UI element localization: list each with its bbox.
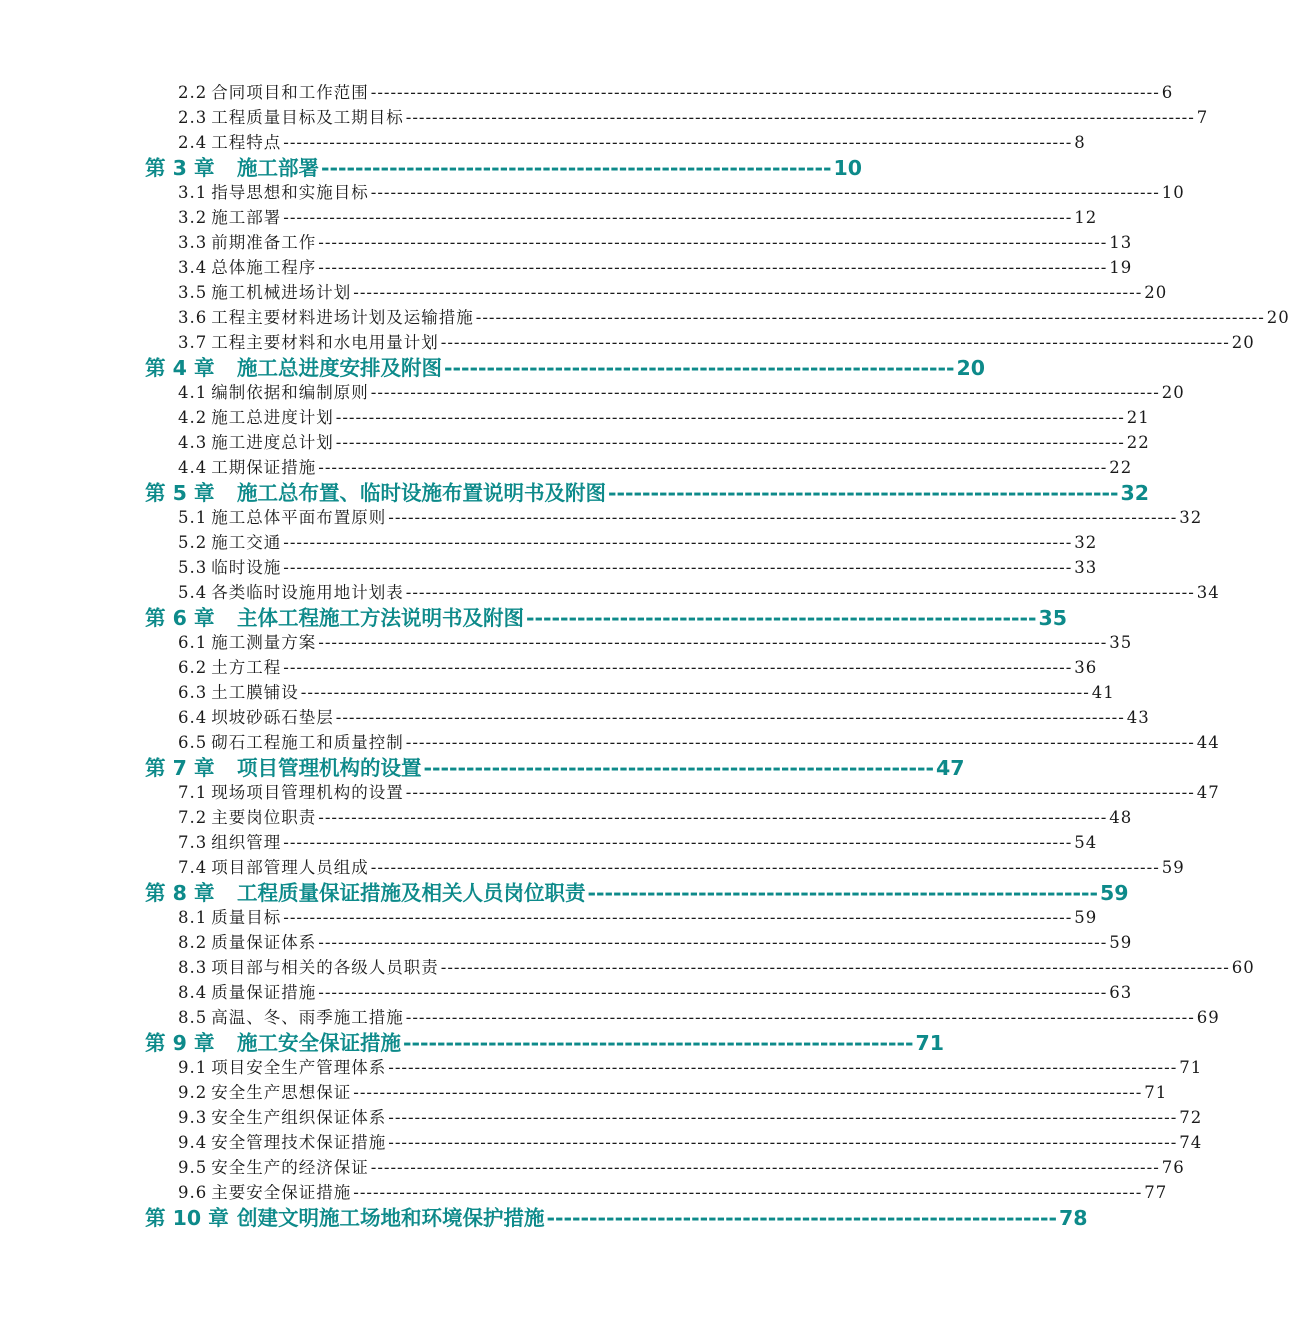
toc-section-entry[interactable]: [0, 529, 1098, 554]
toc-chapter-entry[interactable]: [0, 354, 986, 380]
toc-entry-text: 工程特点: [211, 133, 282, 152]
toc-entry-title: [178, 807, 316, 829]
toc-entry-number: 8.2: [178, 933, 208, 952]
toc-entry-text: 项目部与相关的各级人员职责: [211, 958, 439, 977]
toc-entry-title: [178, 1132, 386, 1154]
toc-page-number: 59: [1161, 858, 1185, 877]
toc-leader-dashes: ------------------------------------------------------------------------------------------------------------------------: [405, 783, 1195, 802]
toc-section-entry[interactable]: [0, 379, 1185, 404]
toc-entry-number: 7.1: [178, 783, 208, 802]
toc-section-entry[interactable]: [0, 1129, 1203, 1154]
toc-entry-title: [178, 107, 404, 129]
toc-page-number: 59: [1074, 908, 1098, 927]
toc-entry-number: 第 10 章: [145, 1206, 229, 1230]
toc-leader-dashes: ------------------------------------------------------------------------------------------------------------------------: [353, 1183, 1143, 1202]
toc-entry-title: [145, 482, 606, 504]
toc-page-number: 47: [936, 756, 965, 780]
toc-entry-text: 工程主要材料进场计划及运输措施: [211, 308, 474, 327]
toc-entry-text: 施工部署: [237, 156, 319, 180]
toc-entry-number: 5.1: [178, 508, 208, 527]
toc-page-number: 72: [1179, 1108, 1203, 1127]
toc-entry-number: 9.3: [178, 1108, 208, 1127]
toc-entry-text: 安全生产思想保证: [211, 1083, 352, 1102]
toc-leader-dashes: ------------------------------------------------------------: [608, 481, 1119, 505]
toc-entry-number: 7.3: [178, 833, 208, 852]
toc-entry-number: 2.3: [178, 108, 208, 127]
toc-section-entry[interactable]: [0, 1179, 1168, 1204]
toc-page-number: 33: [1074, 558, 1098, 577]
toc-entry-title: [178, 682, 299, 704]
toc-section-entry[interactable]: [0, 929, 1133, 954]
toc-entry-number: 5.2: [178, 533, 208, 552]
toc-section-entry[interactable]: [0, 654, 1098, 679]
toc-entry-text: 坝坡砂砾石垫层: [211, 708, 334, 727]
toc-page-number: 34: [1196, 583, 1220, 602]
toc-section-entry[interactable]: [0, 179, 1185, 204]
toc-leader-dashes: ------------------------------------------------------------------------------------------------------------------------: [283, 208, 1073, 227]
toc-entry-text: 施工机械进场计划: [211, 283, 352, 302]
toc-leader-dashes: ------------------------------------------------------------------------------------------------------------------------: [370, 83, 1160, 102]
toc-entry-number: 3.3: [178, 233, 208, 252]
toc-entry-title: [178, 207, 281, 229]
toc-page-number: 13: [1109, 233, 1133, 252]
toc-section-entry[interactable]: [0, 804, 1133, 829]
toc-entry-text: 砌石工程施工和质量控制: [211, 733, 404, 752]
toc-section-entry[interactable]: [0, 279, 1168, 304]
toc-entry-title: [178, 1107, 386, 1129]
toc-entry-title: [145, 357, 442, 379]
toc-leader-dashes: ------------------------------------------------------------------------------------------------------------------------: [440, 333, 1230, 352]
toc-page-number: 35: [1109, 633, 1133, 652]
toc-entry-number: 8.1: [178, 908, 208, 927]
toc-page-number: 20: [1266, 308, 1290, 327]
toc-section-entry[interactable]: [0, 129, 1086, 154]
toc-entry-number: 4.3: [178, 433, 208, 452]
toc-entry-title: [178, 332, 439, 354]
toc-entry-text: 安全生产组织保证体系: [211, 1108, 387, 1127]
toc-chapter-entry[interactable]: [0, 879, 1129, 905]
toc-section-entry[interactable]: [0, 779, 1220, 804]
toc-entry-title: [145, 157, 319, 179]
toc-chapter-entry[interactable]: [0, 604, 1068, 630]
toc-page-number: 19: [1109, 258, 1133, 277]
toc-page-number: 44: [1196, 733, 1220, 752]
toc-entry-title: [178, 832, 281, 854]
toc-page-number: 10: [1161, 183, 1185, 202]
toc-page-number: 43: [1126, 708, 1150, 727]
toc-entry-number: 9.4: [178, 1133, 208, 1152]
toc-leader-dashes: ------------------------------------------------------------------------------------------------------------------------: [370, 1158, 1160, 1177]
toc-page-number: 77: [1144, 1183, 1168, 1202]
toc-entry-number: 第 7 章: [145, 756, 215, 780]
toc-page-number: 20: [1231, 333, 1255, 352]
toc-leader-dashes: ------------------------------------------------------------------------------------------------------------------------: [335, 708, 1125, 727]
toc-entry-title: [178, 957, 439, 979]
toc-entry-text: 项目部管理人员组成: [211, 858, 369, 877]
toc-leader-dashes: ------------------------------------------------------------------------------------------------------------------------: [475, 308, 1265, 327]
toc-page-number: 20: [1144, 283, 1168, 302]
toc-entry-title: [178, 282, 351, 304]
toc-entry-text: 施工测量方案: [211, 633, 317, 652]
toc-leader-dashes: ------------------------------------------------------------------------------------------------------------------------: [283, 833, 1073, 852]
toc-entry-text: 土方工程: [211, 658, 282, 677]
toc-leader-dashes: ------------------------------------------------------------------------------------------------------------------------: [388, 1133, 1178, 1152]
toc-page-number: 78: [1059, 1206, 1088, 1230]
toc-entry-number: 3.2: [178, 208, 208, 227]
toc-section-entry[interactable]: [0, 329, 1255, 354]
toc-entry-number: 3.7: [178, 333, 208, 352]
toc-section-entry[interactable]: [0, 729, 1220, 754]
toc-entry-text: 总体施工程序: [211, 258, 317, 277]
toc-entry-text: 编制依据和编制原则: [211, 383, 369, 402]
toc-page-number: 20: [1161, 383, 1185, 402]
toc-entry-title: [178, 532, 281, 554]
toc-entry-text: 高温、冬、雨季施工措施: [211, 1008, 404, 1027]
toc-entry-title: [178, 407, 334, 429]
toc-entry-title: [178, 1057, 386, 1079]
toc-leader-dashes: ------------------------------------------------------------------------------------------------------------------------: [283, 908, 1073, 927]
toc-entry-number: 9.6: [178, 1183, 208, 1202]
toc-leader-dashes: ------------------------------------------------------------------------------------------------------------------------: [388, 1108, 1178, 1127]
toc-entry-text: 质量保证体系: [211, 933, 317, 952]
toc-entry-number: 5.3: [178, 558, 208, 577]
toc-page-number: 10: [833, 156, 863, 180]
toc-entry-number: 6.1: [178, 633, 208, 652]
toc-entry-title: [178, 1082, 351, 1104]
toc-page-number: 47: [1196, 783, 1220, 802]
toc-page-number: 71: [1179, 1058, 1203, 1077]
toc-page-number: 12: [1074, 208, 1098, 227]
toc-section-entry[interactable]: [0, 504, 1203, 529]
toc-section-entry[interactable]: [0, 854, 1185, 879]
toc-entry-title: [178, 782, 404, 804]
toc-leader-dashes: ------------------------------------------------------------------------------------------------------------------------: [283, 133, 1073, 152]
toc-entry-title: [178, 132, 281, 154]
toc-section-entry[interactable]: [0, 1079, 1168, 1104]
toc-section-entry[interactable]: [0, 454, 1133, 479]
toc-entry-title: [178, 82, 369, 104]
toc-entry-title: [178, 232, 316, 254]
toc-leader-dashes: ------------------------------------------------------------------------------------------------------------------------: [318, 808, 1108, 827]
toc-page-number: 41: [1091, 683, 1115, 702]
toc-entry-text: 现场项目管理机构的设置: [211, 783, 404, 802]
toc-entry-title: [178, 932, 316, 954]
toc-entry-text: 工程质量保证措施及相关人员岗位职责: [237, 881, 586, 905]
toc-section-entry[interactable]: [0, 404, 1150, 429]
toc-entry-title: [178, 507, 386, 529]
toc-page-number: 8: [1074, 133, 1086, 152]
toc-entry-text: 施工部署: [211, 208, 282, 227]
toc-page-number: 22: [1109, 458, 1133, 477]
toc-section-entry[interactable]: [0, 829, 1098, 854]
toc-chapter-entry[interactable]: [0, 754, 965, 780]
toc-page-number: 7: [1196, 108, 1209, 127]
toc-leader-dashes: ------------------------------------------------------------------------------------------------------------------------: [353, 1083, 1143, 1102]
toc-section-entry[interactable]: [0, 204, 1098, 229]
toc-entry-text: 安全管理技术保证措施: [211, 1133, 387, 1152]
toc-chapter-entry[interactable]: [0, 154, 950, 179]
toc-entry-title: [178, 1007, 404, 1029]
toc-entry-title: [178, 307, 474, 329]
toc-entry-number: 9.2: [178, 1083, 208, 1102]
toc-entry-text: 施工交通: [211, 533, 282, 552]
toc-leader-dashes: ------------------------------------------------------------------------------------------------------------------------: [318, 633, 1108, 652]
toc-entry-title: [145, 607, 524, 629]
toc-leader-dashes: ------------------------------------------------------------------------------------------------------------------------: [283, 658, 1073, 677]
toc-entry-text: 主体工程施工方法说明书及附图: [237, 606, 524, 630]
toc-page-number: 69: [1196, 1008, 1220, 1027]
toc-entry-text: 施工总进度计划: [211, 408, 334, 427]
toc-entry-number: 7.2: [178, 808, 208, 827]
toc-entry-title: [178, 182, 369, 204]
toc-entry-title: [178, 632, 316, 654]
toc-page-number: 59: [1100, 881, 1129, 905]
toc-entry-title: [178, 582, 404, 604]
toc-page-number: 74: [1179, 1133, 1203, 1152]
toc-section-entry[interactable]: [0, 904, 1098, 929]
toc-entry-text: 创建文明施工场地和环境保护措施: [237, 1206, 545, 1230]
toc-leader-dashes: ------------------------------------------------------------------------------------------------------------------------: [318, 933, 1108, 952]
toc-page-number: 32: [1120, 481, 1150, 505]
toc-section-entry[interactable]: [0, 1054, 1203, 1079]
toc-entry-text: 项目安全生产管理体系: [211, 1058, 387, 1077]
toc-entry-text: 安全生产的经济保证: [211, 1158, 369, 1177]
toc-entry-number: 第 3 章: [145, 156, 215, 180]
toc-entry-text: 主要岗位职责: [211, 808, 317, 827]
toc-entry-title: [178, 457, 316, 479]
toc-section-entry[interactable]: [0, 1004, 1220, 1029]
toc-entry-number: 第 4 章: [145, 356, 215, 380]
toc-entry-number: 6.2: [178, 658, 208, 677]
toc-entry-number: 3.6: [178, 308, 208, 327]
toc-entry-number: 8.5: [178, 1008, 208, 1027]
toc-entry-text: 工期保证措施: [211, 458, 317, 477]
toc-page-number: 63: [1109, 983, 1133, 1002]
toc-entry-title: [145, 882, 586, 904]
toc-entry-title: [145, 757, 422, 779]
toc-leader-dashes: ------------------------------------------------------------------------------------------------------------------------: [318, 458, 1108, 477]
toc-leader-dashes: ------------------------------------------------------------------------------------------------------------------------: [405, 1008, 1195, 1027]
toc-entry-number: 8.4: [178, 983, 208, 1002]
toc-entry-text: 施工总进度安排及附图: [237, 356, 442, 380]
toc-entry-title: [145, 1032, 401, 1054]
toc-entry-text: 前期准备工作: [211, 233, 317, 252]
toc-entry-text: 施工总体平面布置原则: [211, 508, 387, 527]
table-of-contents: [0, 79, 1290, 1230]
toc-leader-dashes: ------------------------------------------------------------: [403, 1031, 914, 1055]
toc-entry-text: 指导思想和实施目标: [211, 183, 369, 202]
toc-leader-dashes: ------------------------------------------------------------------------------------------------------------------------: [405, 583, 1195, 602]
toc-leader-dashes: ------------------------------------------------------------------------------------------------------------------------: [300, 683, 1090, 702]
toc-page-number: 6: [1161, 83, 1174, 102]
toc-entry-number: 3.5: [178, 283, 208, 302]
toc-entry-number: 3.4: [178, 258, 208, 277]
toc-entry-text: 施工安全保证措施: [237, 1031, 401, 1055]
toc-entry-text: 工程主要材料和水电用量计划: [211, 333, 439, 352]
toc-section-entry[interactable]: [0, 704, 1150, 729]
toc-section-entry[interactable]: [0, 229, 1133, 254]
toc-entry-text: 质量目标: [211, 908, 282, 927]
toc-page-number: 36: [1074, 658, 1098, 677]
toc-entry-number: 4.1: [178, 383, 208, 402]
toc-leader-dashes: ------------------------------------------------------------------------------------------------------------------------: [283, 533, 1073, 552]
toc-leader-dashes: ------------------------------------------------------------------------------------------------------------------------: [318, 258, 1108, 277]
toc-chapter-entry[interactable]: [0, 1204, 1088, 1230]
toc-leader-dashes: ------------------------------------------------------------------------------------------------------------------------: [318, 233, 1108, 252]
toc-leader-dashes: ------------------------------------------------------------: [321, 156, 832, 180]
toc-page-number: 60: [1231, 958, 1255, 977]
toc-section-entry[interactable]: [0, 954, 1255, 979]
toc-page-number: 32: [1074, 533, 1098, 552]
toc-entry-number: 2.4: [178, 133, 208, 152]
toc-section-entry[interactable]: [0, 679, 1115, 704]
toc-section-entry[interactable]: [0, 1104, 1203, 1129]
toc-entry-text: 施工进度总计划: [211, 433, 334, 452]
toc-leader-dashes: ------------------------------------------------------------------------------------------------------------------------: [335, 433, 1125, 452]
toc-entry-text: 土工膜铺设: [211, 683, 299, 702]
toc-entry-title: [178, 907, 281, 929]
toc-entry-number: 第 6 章: [145, 606, 215, 630]
toc-entry-number: 3.1: [178, 183, 208, 202]
toc-leader-dashes: ------------------------------------------------------------: [444, 356, 955, 380]
toc-entry-text: 组织管理: [211, 833, 282, 852]
toc-entry-number: 6.3: [178, 683, 208, 702]
toc-leader-dashes: ------------------------------------------------------------------------------------------------------------------------: [318, 983, 1108, 1002]
toc-entry-number: 4.4: [178, 458, 208, 477]
toc-section-entry[interactable]: [0, 554, 1098, 579]
toc-entry-number: 第 5 章: [145, 481, 215, 505]
toc-section-entry[interactable]: [0, 1154, 1185, 1179]
toc-entry-title: [178, 432, 334, 454]
toc-entry-number: 2.2: [178, 83, 208, 102]
toc-page-number: 21: [1126, 408, 1150, 427]
toc-entry-title: [178, 382, 369, 404]
toc-page-number: 76: [1161, 1158, 1185, 1177]
toc-section-entry[interactable]: [0, 104, 1209, 129]
toc-entry-title: [178, 857, 369, 879]
toc-entry-number: 第 9 章: [145, 1031, 215, 1055]
toc-leader-dashes: ------------------------------------------------------------: [546, 1206, 1057, 1230]
toc-entry-number: 4.2: [178, 408, 208, 427]
toc-page-number: 54: [1074, 833, 1098, 852]
toc-leader-dashes: ------------------------------------------------------------------------------------------------------------------------: [283, 558, 1073, 577]
toc-leader-dashes: ------------------------------------------------------------: [526, 606, 1037, 630]
toc-entry-text: 合同项目和工作范围: [211, 83, 369, 102]
toc-page-number: 22: [1126, 433, 1150, 452]
toc-entry-number: 9.5: [178, 1158, 208, 1177]
toc-entry-title: [178, 257, 316, 279]
toc-entry-number: 8.3: [178, 958, 208, 977]
toc-chapter-entry[interactable]: [0, 479, 1150, 505]
toc-entry-text: 临时设施: [211, 558, 282, 577]
toc-entry-title: [178, 707, 334, 729]
toc-entry-number: 9.1: [178, 1058, 208, 1077]
toc-leader-dashes: ------------------------------------------------------------------------------------------------------------------------: [388, 1058, 1178, 1077]
toc-chapter-entry[interactable]: [0, 1029, 950, 1054]
toc-section-entry[interactable]: [0, 79, 1174, 104]
toc-leader-dashes: ------------------------------------------------------------------------------------------------------------------------: [353, 283, 1143, 302]
toc-section-entry[interactable]: [0, 304, 1290, 329]
toc-entry-title: [178, 732, 404, 754]
toc-leader-dashes: ------------------------------------------------------------------------------------------------------------------------: [335, 408, 1125, 427]
toc-section-entry[interactable]: [0, 579, 1220, 604]
toc-leader-dashes: ------------------------------------------------------------: [423, 756, 934, 780]
toc-entry-number: 7.4: [178, 858, 208, 877]
toc-section-entry[interactable]: [0, 979, 1133, 1004]
toc-section-entry[interactable]: [0, 254, 1133, 279]
toc-leader-dashes: ------------------------------------------------------------: [587, 881, 1098, 905]
toc-entry-number: 5.4: [178, 583, 208, 602]
toc-entry-title: [178, 1157, 369, 1179]
toc-entry-number: 6.4: [178, 708, 208, 727]
toc-leader-dashes: ------------------------------------------------------------------------------------------------------------------------: [370, 183, 1160, 202]
toc-page-number: 71: [915, 1031, 945, 1055]
toc-section-entry[interactable]: [0, 629, 1133, 654]
toc-leader-dashes: ------------------------------------------------------------------------------------------------------------------------: [370, 858, 1160, 877]
toc-entry-text: 质量保证措施: [211, 983, 317, 1002]
toc-entry-title: [145, 1207, 545, 1229]
toc-entry-title: [178, 1182, 351, 1204]
toc-entry-text: 工程质量目标及工期目标: [211, 108, 404, 127]
toc-entry-text: 主要安全保证措施: [211, 1183, 352, 1202]
toc-page-number: 71: [1144, 1083, 1168, 1102]
toc-leader-dashes: ------------------------------------------------------------------------------------------------------------------------: [388, 508, 1178, 527]
toc-page-number: 59: [1109, 933, 1133, 952]
toc-entry-title: [178, 982, 316, 1004]
toc-page-number: 35: [1038, 606, 1068, 630]
toc-page-number: 48: [1109, 808, 1133, 827]
toc-section-entry[interactable]: [0, 429, 1150, 454]
toc-leader-dashes: ------------------------------------------------------------------------------------------------------------------------: [405, 108, 1195, 127]
toc-entry-text: 各类临时设施用地计划表: [211, 583, 404, 602]
toc-entry-number: 6.5: [178, 733, 208, 752]
toc-entry-title: [178, 557, 281, 579]
toc-entry-number: 第 8 章: [145, 881, 215, 905]
toc-page-number: 20: [956, 356, 986, 380]
toc-leader-dashes: ------------------------------------------------------------------------------------------------------------------------: [405, 733, 1195, 752]
toc-leader-dashes: ------------------------------------------------------------------------------------------------------------------------: [440, 958, 1230, 977]
toc-entry-text: 项目管理机构的设置: [237, 756, 422, 780]
toc-leader-dashes: ------------------------------------------------------------------------------------------------------------------------: [370, 383, 1160, 402]
toc-entry-text: 施工总布置、临时设施布置说明书及附图: [237, 481, 606, 505]
toc-entry-title: [178, 657, 281, 679]
toc-page-number: 32: [1179, 508, 1203, 527]
